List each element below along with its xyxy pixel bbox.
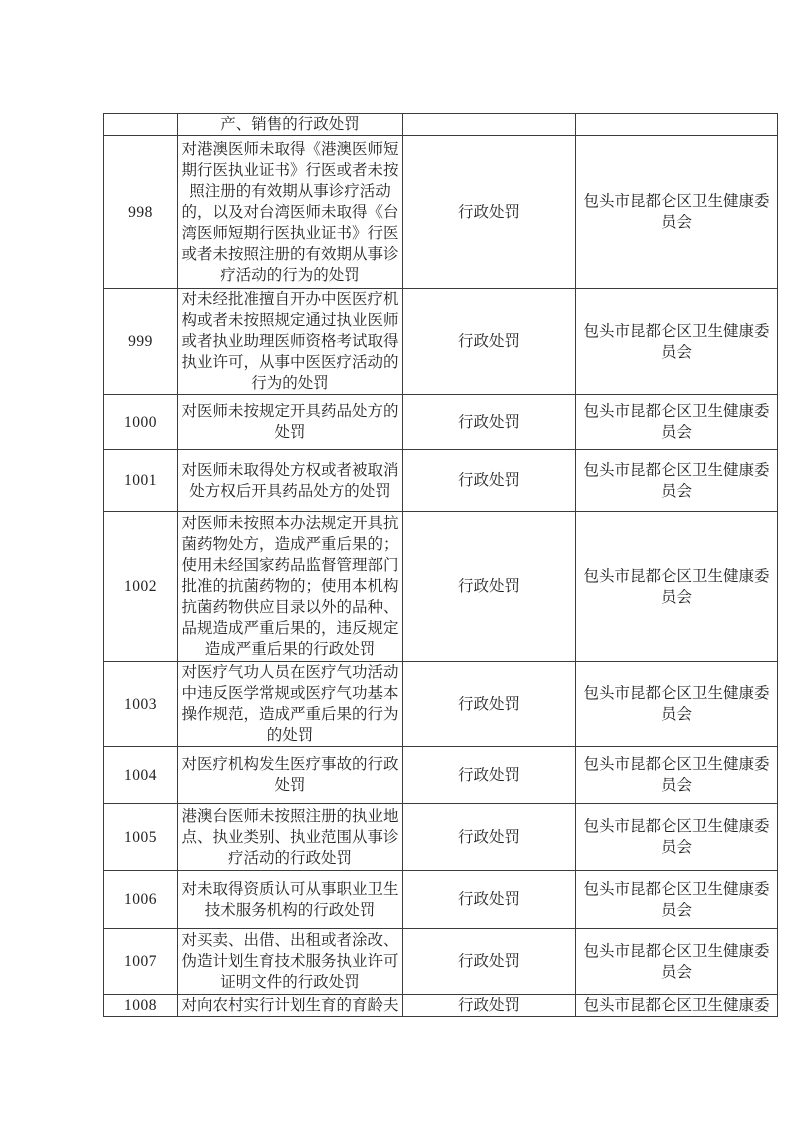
cell-seq: 999 (104, 289, 178, 395)
cell-seq: 1001 (104, 450, 178, 512)
cell-matter: 对医疗气功人员在医疗气功活动中违反医学常规或医疗气功基本操作规范，造成严重后果的行为的处罚 (178, 662, 403, 747)
table-row (104, 804, 778, 871)
cell-matter: 对医师未按照本办法规定开具抗菌药物处方，造成严重后果的；使用未经国家药品监督管理部门批准的抗菌药物的；使用本机构抗菌药物供应目录以外的品种、品规造成严重后果的，违反规定造成严重后果的行政处罚 (178, 512, 403, 662)
cell-authority: 包头市昆都仑区卫生健康委 (576, 995, 778, 1017)
cell-matter: 对未取得资质认可从事职业卫生技术服务机构的行政处罚 (178, 871, 403, 929)
table-row (104, 450, 778, 512)
cell-matter: 港澳台医师未按照注册的执业地点、执业类别、执业范围从事诊疗活动的行政处罚 (178, 804, 403, 871)
cell-matter: 对港澳医师未取得《港澳医师短期行医执业证书》行医或者未按照注册的有效期从事诊疗活动的，以及对台湾医师未取得《台湾医师短期行医执业证书》行医或者未按照注册的有效期从事诊疗活动的行为的处罚 (178, 136, 403, 289)
cell-matter: 对医疗机构发生医疗事故的行政处罚 (178, 747, 403, 804)
table-row (104, 395, 778, 450)
cell-matter: 对医师未取得处方权或者被取消处方权后开具药品处方的处罚 (178, 450, 403, 512)
table-row (104, 512, 778, 662)
cell-authority (576, 114, 778, 136)
cell-seq: 1003 (104, 662, 178, 747)
cell-type: 行政处罚 (403, 929, 576, 995)
cell-type: 行政处罚 (403, 871, 576, 929)
cell-type: 行政处罚 (403, 136, 576, 289)
cell-type: 行政处罚 (403, 662, 576, 747)
cell-authority: 包头市昆都仑区卫生健康委员会 (576, 512, 778, 662)
cell-type: 行政处罚 (403, 804, 576, 871)
cell-type: 行政处罚 (403, 995, 576, 1017)
cell-matter: 对向农村实行计划生育的育龄夫 (178, 995, 403, 1017)
cell-type: 行政处罚 (403, 289, 576, 395)
cell-matter: 对医师未按规定开具药品处方的处罚 (178, 395, 403, 450)
cell-seq: 1007 (104, 929, 178, 995)
table-row (104, 136, 778, 289)
cell-authority: 包头市昆都仑区卫生健康委员会 (576, 136, 778, 289)
cell-authority: 包头市昆都仑区卫生健康委员会 (576, 662, 778, 747)
cell-authority: 包头市昆都仑区卫生健康委员会 (576, 289, 778, 395)
cell-seq: 1006 (104, 871, 178, 929)
cell-type (403, 114, 576, 136)
cell-seq: 1002 (104, 512, 178, 662)
cell-authority: 包头市昆都仑区卫生健康委员会 (576, 450, 778, 512)
cell-matter: 对买卖、出借、出租或者涂改、伪造计划生育技术服务执业许可证明文件的行政处罚 (178, 929, 403, 995)
cell-matter: 产、销售的行政处罚 (178, 114, 403, 136)
cell-type: 行政处罚 (403, 512, 576, 662)
table-row (104, 871, 778, 929)
cell-authority: 包头市昆都仑区卫生健康委员会 (576, 395, 778, 450)
table-row (104, 995, 778, 1017)
table-row (104, 289, 778, 395)
table-row (104, 747, 778, 804)
cell-seq: 1004 (104, 747, 178, 804)
cell-authority: 包头市昆都仑区卫生健康委员会 (576, 747, 778, 804)
table-row (104, 662, 778, 747)
cell-matter: 对未经批准擅自开办中医医疗机构或者未按照规定通过执业医师或者执业助理医师资格考试取得执业许可，从事中医医疗活动的行为的处罚 (178, 289, 403, 395)
cell-authority: 包头市昆都仑区卫生健康委员会 (576, 929, 778, 995)
cell-type: 行政处罚 (403, 747, 576, 804)
cell-seq (104, 114, 178, 136)
cell-seq: 1008 (104, 995, 178, 1017)
cell-seq: 1000 (104, 395, 178, 450)
penalty-items-table (103, 113, 778, 1017)
table-row (104, 929, 778, 995)
cell-authority: 包头市昆都仑区卫生健康委员会 (576, 804, 778, 871)
table-row (104, 114, 778, 136)
cell-type: 行政处罚 (403, 450, 576, 512)
cell-authority: 包头市昆都仑区卫生健康委员会 (576, 871, 778, 929)
cell-seq: 1005 (104, 804, 178, 871)
cell-seq: 998 (104, 136, 178, 289)
cell-type: 行政处罚 (403, 395, 576, 450)
